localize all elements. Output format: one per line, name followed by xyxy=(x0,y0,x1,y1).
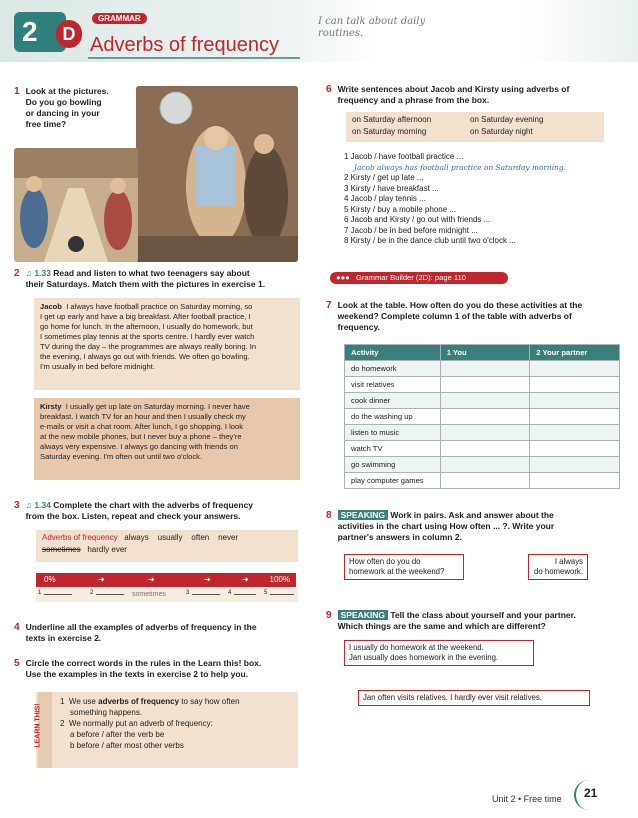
activity-cell: listen to music xyxy=(345,425,441,441)
blank-number: 4 xyxy=(228,590,232,596)
learn-this-rules xyxy=(60,696,294,751)
word: always xyxy=(124,533,149,542)
learn-this-label-strip xyxy=(34,692,52,768)
answer-blank[interactable] xyxy=(44,594,72,595)
phrase: on Saturday night xyxy=(470,127,533,136)
list-item: 3 Kirsty / have breakfast ... xyxy=(344,183,439,193)
question-line: Use the examples in the texts in exercise 2 to help you. xyxy=(25,669,249,679)
example-answer: Jacob always has football practice on Saturday morning. xyxy=(354,162,566,172)
table-row xyxy=(345,425,620,441)
speaker-name: Jacob xyxy=(40,302,62,311)
arrow-icon: ➜ xyxy=(204,575,211,584)
answer-cell[interactable] xyxy=(530,409,620,425)
answer-cell[interactable] xyxy=(440,393,530,409)
speaking-tag: SPEAKING xyxy=(338,510,388,520)
arrow-icon: ➜ xyxy=(242,575,249,584)
rule-text: We normally put an adverb of frequency: xyxy=(68,719,213,728)
bowling-picture xyxy=(14,148,138,262)
activity-cell: cook dinner xyxy=(345,393,441,409)
bubble-line: do homework. xyxy=(534,567,583,576)
rule-text: something happens. xyxy=(70,708,143,717)
answer-cell[interactable] xyxy=(440,425,530,441)
adverb-word-box xyxy=(36,530,298,562)
rule-number: 2 xyxy=(60,719,65,728)
question-line: Circle the correct words in the rules in the Learn this! box. xyxy=(25,658,262,668)
page-number: 21 xyxy=(584,786,598,800)
title-underline xyxy=(88,57,300,59)
learn-this-label: LEARN THIS! xyxy=(34,703,42,748)
answer-cell[interactable] xyxy=(530,425,620,441)
exercise-3 xyxy=(14,500,300,522)
rule-text: to say how often xyxy=(181,697,240,706)
text-line: breakfast. I watch TV for an hour and then I usually check my xyxy=(40,412,246,421)
question-line: weekend? Complete column 1 of the table with adverbs of xyxy=(337,311,572,321)
exercise-7 xyxy=(326,300,626,333)
grammar-builder-label: Grammar Builder (2D): page 110 xyxy=(356,273,467,282)
table-row xyxy=(345,409,620,425)
question-line: their Saturdays. Match them with the pictures in exercise 1. xyxy=(25,279,266,289)
question-line: or dancing in your xyxy=(25,108,100,118)
word-box-title: Adverbs of frequency xyxy=(42,533,118,542)
question-line: Write sentences about Jacob and Kirsty using adverbs of xyxy=(337,84,570,94)
phrase: on Saturday afternoon xyxy=(352,115,432,124)
column-header: 2 Your partner xyxy=(530,345,620,361)
blank-number: 3 xyxy=(186,590,190,596)
bubble-line: I usually do homework at the weekend. xyxy=(349,643,484,652)
question-line: texts in exercise 2. xyxy=(25,633,102,643)
exercise-number: 4 xyxy=(14,622,20,633)
blank-number: 1 xyxy=(38,590,42,596)
grammar-builder-link[interactable] xyxy=(330,272,508,284)
exercise-number: 9 xyxy=(326,610,332,621)
table-header-row xyxy=(345,345,620,361)
question-line: Underline all the examples of adverbs of frequency in the xyxy=(25,622,257,632)
speech-bubble-2 xyxy=(358,690,590,706)
answer-cell[interactable] xyxy=(440,361,530,377)
list-item: 1 Jacob / have football practice ... xyxy=(344,152,464,161)
text-line: I get up early and have a big breakfast. After football practice, I xyxy=(40,312,251,321)
speaker-name: Kirsty xyxy=(40,402,62,411)
lesson-letter: D xyxy=(56,20,82,48)
exercise-number: 6 xyxy=(326,84,332,95)
scale-end: 100% xyxy=(269,575,290,584)
answer-cell[interactable] xyxy=(530,473,620,489)
bubble-line: How often do you do xyxy=(349,557,421,566)
exercise-4 xyxy=(14,622,300,644)
rule-option[interactable]: b before / after most other verbs xyxy=(70,741,184,750)
text-line: I always have football practice on Saturday morning, so xyxy=(66,302,253,311)
activity-cell: do the washing up xyxy=(345,409,441,425)
answer-blank[interactable] xyxy=(234,594,256,595)
text-line: go home for lunch. In the afternoon, I usually do homework, but xyxy=(40,322,253,331)
exercise-number: 8 xyxy=(326,510,332,521)
answer-blank[interactable] xyxy=(192,594,220,595)
word: hardly ever xyxy=(87,545,127,554)
column-header: Activity xyxy=(345,345,441,361)
list-item: 7 Jacob / be in bed before midnight ... xyxy=(344,225,478,235)
activity-table xyxy=(344,344,620,489)
text-line: Saturday evening. I'm often out until two o'clock. xyxy=(40,452,203,461)
bubble-line: homework at the weekend? xyxy=(349,567,445,576)
activity-cell: visit relatives xyxy=(345,377,441,393)
arrow-icon: ➜ xyxy=(98,575,105,584)
lesson-number: 2 xyxy=(22,16,38,47)
answer-cell[interactable] xyxy=(530,393,620,409)
activity-cell: play computer games xyxy=(345,473,441,489)
text-line: e-mails or visit a chat room. After lunch, I go shopping. I look xyxy=(40,422,244,431)
question-line: Read and listen to what two teenagers say about xyxy=(53,268,250,278)
question-line: Complete the chart with the adverbs of frequency xyxy=(53,500,254,510)
list-item: 6 Jacob and Kirsty / go out with friends ... xyxy=(344,215,491,224)
audio-icon[interactable]: ♫ xyxy=(25,268,32,278)
text-line: I sometimes play tennis at the sports centre. I hardly ever watch xyxy=(40,332,255,341)
scale-start: 0% xyxy=(44,575,56,584)
section-tag: GRAMMAR xyxy=(92,13,147,24)
blank-number: 5 xyxy=(264,590,268,596)
question-line: partner's answers in column 2. xyxy=(337,532,462,542)
word: often xyxy=(191,533,210,542)
answer-cell[interactable] xyxy=(440,409,530,425)
exercise-number: 5 xyxy=(14,658,20,669)
phrase: on Saturday morning xyxy=(352,127,427,136)
exercise-1 xyxy=(14,86,109,130)
dots-icon: ●●● xyxy=(336,273,350,282)
exercise-6-items xyxy=(344,152,614,247)
text-line: at the new mobile phones, but I never buy a phone – they're xyxy=(40,432,242,441)
bubble-line: I always xyxy=(554,557,583,566)
activity-cell: watch TV xyxy=(345,441,441,457)
answer-blank[interactable] xyxy=(270,594,294,595)
word-struck: sometimes xyxy=(42,545,81,554)
exercise-5 xyxy=(14,658,300,680)
text-line: always very expensive. I always go dancing with friends on xyxy=(40,442,238,451)
question-line: Do you go bowling xyxy=(25,97,102,107)
question-line: Look at the table. How often do you do these activities at the xyxy=(337,300,583,310)
speaking-tag: SPEAKING xyxy=(338,610,388,620)
answer-cell[interactable] xyxy=(440,377,530,393)
question-line: activities in the chart using How often ... ?. Write your xyxy=(337,521,555,531)
phrase: on Saturday evening xyxy=(470,115,544,124)
kirsty-text-box xyxy=(34,398,300,480)
bubble-line: Jan often visits relatives. I hardly ever visit relatives. xyxy=(363,693,542,702)
dance-club-picture xyxy=(136,86,298,262)
question-line: frequency. xyxy=(337,322,380,332)
lesson-tagline: I can talk about daily routines. xyxy=(318,16,426,39)
answer-cell[interactable] xyxy=(530,377,620,393)
bubble-line: Jan usually does homework in the evening. xyxy=(349,653,499,662)
exercise-2 xyxy=(14,268,300,290)
exercise-6 xyxy=(326,84,626,106)
list-item: 2 Kirsty / get up late ... xyxy=(344,173,424,182)
table-row xyxy=(345,393,620,409)
text-line: the evening, I always go out with friends. We often go bowling. xyxy=(40,352,250,361)
exercise-number: 7 xyxy=(326,300,332,311)
table-row xyxy=(345,361,620,377)
list-item: 8 Kirsty / be in the dance club until two o'clock ... xyxy=(344,236,516,245)
arrow-icon: ➜ xyxy=(148,575,155,584)
audio-icon[interactable]: ♫ xyxy=(25,500,32,510)
rule-option[interactable]: a before / after the verb be xyxy=(70,730,165,739)
table-row xyxy=(345,377,620,393)
answer-cell[interactable] xyxy=(530,361,620,377)
column-header: 1 You xyxy=(440,345,530,361)
answer-blank[interactable] xyxy=(96,594,124,595)
table-row xyxy=(345,473,620,489)
exercise-number: 3 xyxy=(14,500,20,511)
exercise-1-question xyxy=(26,86,109,130)
rule-bold: adverbs of frequency xyxy=(98,697,180,706)
track-number: 1.34 xyxy=(34,500,51,510)
track-number: 1.33 xyxy=(34,268,51,278)
jacob-text-box xyxy=(34,298,300,390)
question-line: free time? xyxy=(25,119,67,129)
activity-cell: do homework xyxy=(345,361,441,377)
text-line: I'm usually in bed before midnight. xyxy=(40,362,155,371)
table-row xyxy=(345,457,620,473)
exercise-number: 1 xyxy=(14,86,20,97)
question-line: from the box. Listen, repeat and check your answers. xyxy=(25,511,241,521)
activity-cell: go swimming xyxy=(345,457,441,473)
footer-unit: Unit 2 • Free time xyxy=(492,794,562,804)
rule-number: 1 xyxy=(60,697,65,706)
exercise-9 xyxy=(326,610,626,632)
rule-text: We use xyxy=(68,697,96,706)
question-line: Tell the class about yourself and your partner. xyxy=(390,610,576,620)
table-row xyxy=(345,441,620,457)
page-title: Adverbs of frequency xyxy=(90,34,279,56)
blank-number: 2 xyxy=(90,590,94,596)
exercise-8 xyxy=(326,510,626,543)
frequency-scale-bar xyxy=(36,573,296,587)
example-answer: sometimes xyxy=(132,591,166,598)
word: usually xyxy=(157,533,183,542)
word: never xyxy=(218,533,239,542)
answer-cell[interactable] xyxy=(530,441,620,457)
question-line: Which things are the same and which are different? xyxy=(337,621,546,631)
speech-bubble-1 xyxy=(344,640,534,666)
answer-cell[interactable] xyxy=(440,441,530,457)
speech-bubble-answer xyxy=(528,554,588,580)
answer-blanks-row xyxy=(36,588,298,602)
text-line: I usually get up late on Saturday morning. I never have xyxy=(65,402,250,411)
answer-cell[interactable] xyxy=(440,457,530,473)
answer-cell[interactable] xyxy=(440,473,530,489)
list-item: 5 Kirsty / buy a mobile phone ... xyxy=(344,204,457,214)
list-item: 4 Jacob / play tennis ... xyxy=(344,194,426,203)
text-line: TV during the day – the programmes are always really boring. In xyxy=(40,342,257,351)
answer-cell[interactable] xyxy=(530,457,620,473)
question-line: Look at the pictures. xyxy=(25,86,109,96)
exercise-number: 2 xyxy=(14,268,20,279)
header-decoration xyxy=(520,0,638,62)
question-line: frequency and a phrase from the box. xyxy=(337,95,490,105)
question-line: Work in pairs. Ask and answer about the xyxy=(390,510,554,520)
phrase-box xyxy=(346,112,604,142)
speech-bubble-question xyxy=(344,554,464,580)
